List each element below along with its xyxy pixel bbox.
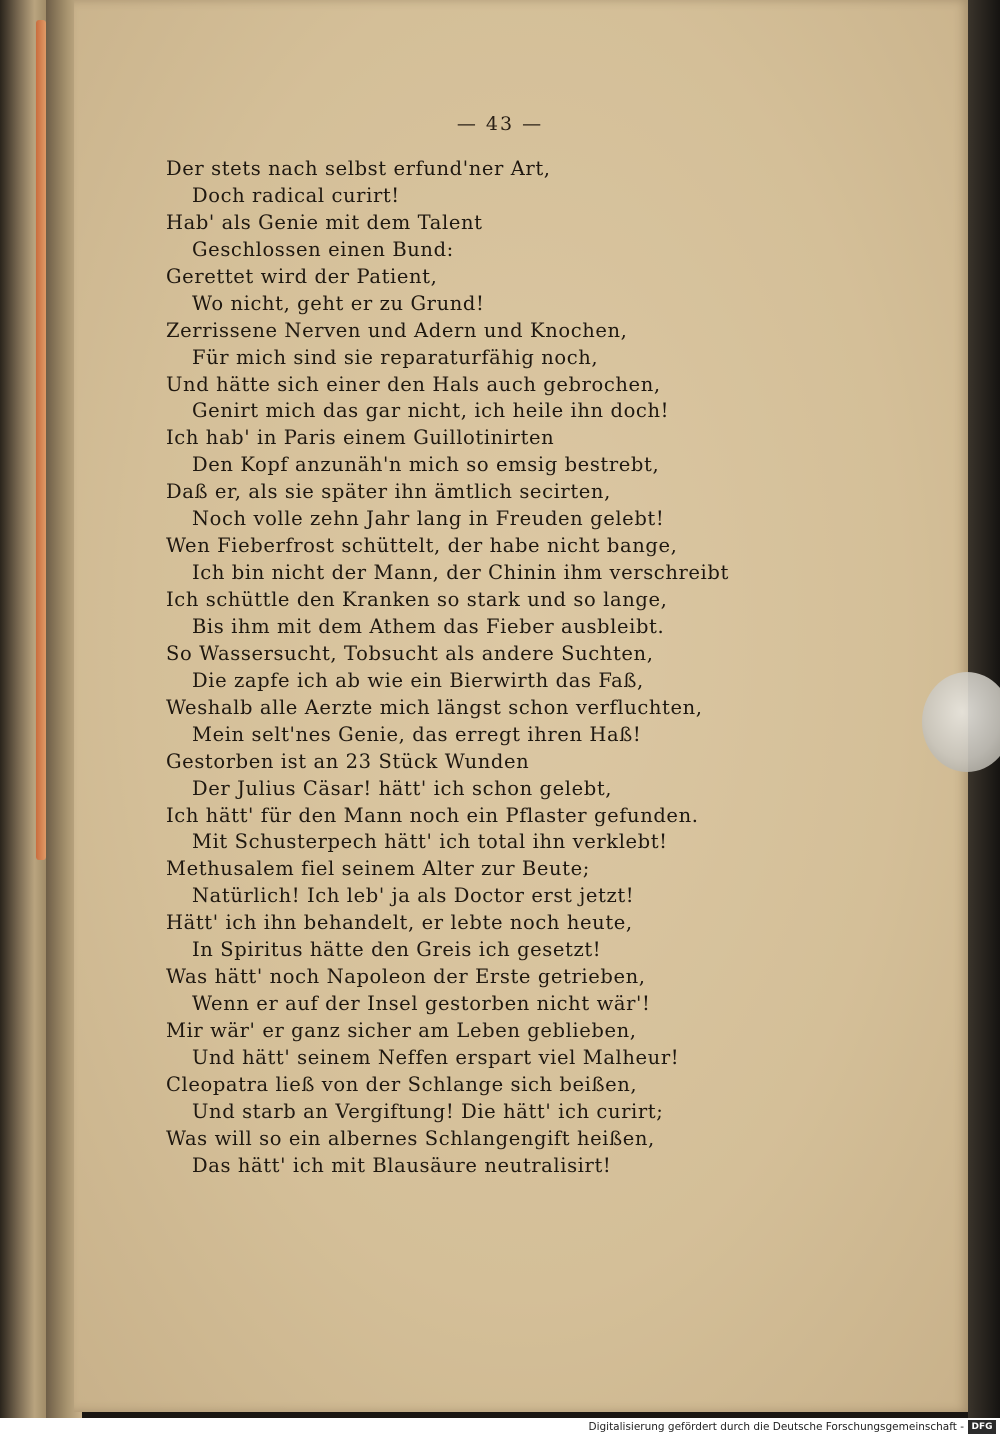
poem-line: Noch volle zehn Jahr lang in Freuden gelebt! [192, 507, 665, 531]
poem-line: In Spiritus hätte den Greis ich gesetzt! [192, 938, 602, 962]
poem-line: Ich bin nicht der Mann, der Chinin ihm verschreibt [192, 561, 729, 585]
poem-line: Den Kopf anzunäh'n mich so emsig bestrebt, [192, 453, 660, 477]
poem-line: Das hätt' ich mit Blausäure neutralisirt! [192, 1153, 612, 1177]
poem-line: Hätt' ich ihn behandelt, er lebte noch heute, [166, 911, 633, 935]
poem-line: Daß er, als sie später ihn ämtlich secirten, [166, 480, 611, 504]
dfg-logo-icon: DFG [968, 1420, 996, 1434]
poem-line: Gestorben ist an 23 Stück Wunden [166, 749, 530, 773]
poem-line: Cleopatra ließ von der Schlange sich beißen, [166, 1072, 638, 1096]
poem-line: Und hätt' seinem Neffen erspart viel Malheur! [192, 1045, 680, 1069]
poem-line: Was hätt' noch Napoleon der Erste getrieben, [166, 965, 646, 989]
poem-line: Zerrissene Nerven und Adern und Knochen, [166, 318, 628, 342]
poem-line: Was will so ein albernes Schlangengift heißen, [166, 1126, 655, 1150]
poem-line: Mir wär' er ganz sicher am Leben geblieben, [166, 1019, 637, 1042]
page-number: — 43 — [456, 113, 544, 135]
poem-line: Bis ihm mit dem Athem das Fieber ausbleibt. [192, 614, 665, 638]
poem-line: Natürlich! Ich leb' ja als Doctor erst jetzt! [192, 884, 635, 908]
poem-line: Ich hab' in Paris einem Guillotinirten [166, 426, 555, 450]
poem-line: Wenn er auf der Insel gestorben nicht wär'! [192, 992, 651, 1016]
left-page-colored-edge [36, 20, 46, 860]
poem-line: Hab' als Genie mit dem Talent [166, 210, 483, 234]
poem-line: Und hätte sich einer den Hals auch gebrochen, [166, 372, 661, 396]
poem-line: Ich hätt' für den Mann noch ein Pflaster gefunden. [166, 803, 699, 827]
poem-line: Ich schüttle den Kranken so stark und so lange, [166, 588, 668, 611]
poem-line: Der stets nach selbst erfund'ner Art, [166, 157, 551, 180]
poem-line: Und starb an Vergiftung! Die hätt' ich curirt; [192, 1099, 664, 1123]
poem-line: Wo nicht, geht er zu Grund! [192, 291, 485, 315]
poem-line: Der Julius Cäsar! hätt' ich schon gelebt, [192, 776, 613, 800]
poem-line: Methusalem fiel seinem Alter zur Beute; [166, 857, 590, 881]
poem-line: Geschlossen einen Bund: [192, 237, 454, 261]
poem-line: Wen Fieberfrost schüttelt, der habe nicht bange, [166, 534, 678, 558]
poem-line: Die zapfe ich ab wie ein Bierwirth das Faß, [192, 668, 644, 692]
poem-line: Für mich sind sie reparaturfähig noch, [192, 345, 599, 369]
poem-line: Doch radical curirt! [192, 183, 400, 207]
poem-line: Gerettet wird der Patient, [166, 264, 438, 288]
funding-credit: Digitalisierung gefördert durch die Deutsche Forschungsgemeinschaft - [588, 1421, 964, 1433]
poem-line: Mit Schusterpech hätt' ich total ihn verklebt! [192, 830, 668, 854]
poem-line: Mein selt'nes Genie, das erregt ihren Haß! [192, 722, 642, 746]
poem-line: Weshalb alle Aerzte mich längst schon verfluchten, [166, 695, 703, 719]
poem-line: Genirt mich das gar nicht, ich heile ihn doch! [192, 399, 670, 423]
poem-line: So Wassersucht, Tobsucht als andere Suchten, [166, 641, 654, 665]
poem-text [166, 156, 766, 1180]
